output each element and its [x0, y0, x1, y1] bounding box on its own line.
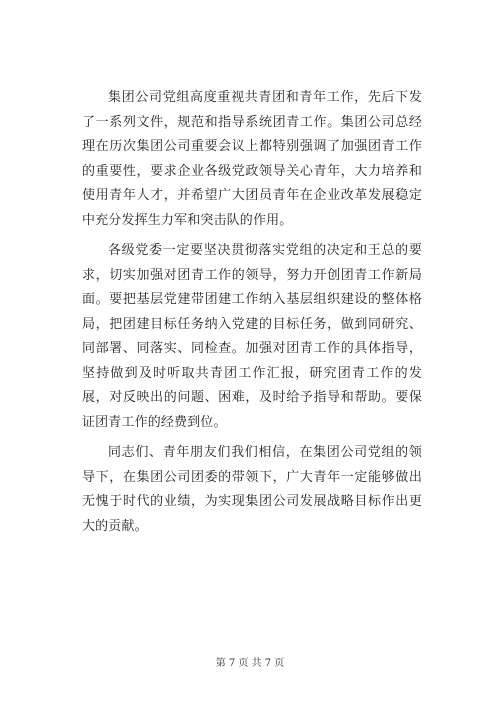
- paragraph-2: 各级党委一定要坚决贯彻落实党组的决定和王总的要求，切实加强对团青工作的领导，努力开创团青工作新局面。要把基层党建带团建工作纳入基层组织建设的整体格局，把团建目标任务纳入党建的目标任务，做到同研究、同部署、同落实、同检查。加强对团青工作的具体指导，坚持做到及时听取共青团工作汇报，研究团青工作的发展，对反映出的问题、困难，及时给予指导和帮助。要保证团青工作的经费到位。: [82, 243, 422, 430]
- paragraph-1: 集团公司党组高度重视共青团和青年工作，先后下发了一系列文件，规范和指导系统团青工作。集团公司总经理在历次集团公司重要会议上都特别强调了加强团青工作的重要性，要求企业各级党政领导关心青年，大力培养和使用青年人才，并希望广大团员青年在企业改革发展稳定中充分发挥生力军和突击队的作用。: [82, 90, 422, 228]
- document-body: [82, 86, 422, 545]
- paragraph-3: 同志们、青年朋友们我们相信，在集团公司党组的领导下，在集团公司团委的带领下，广大青年一定能够做出无愧于时代的业绩，为实现集团公司发展战略目标作出更大的贡献。: [82, 445, 422, 534]
- page-number-footer: 第 7 页 共 7 页: [215, 658, 285, 669]
